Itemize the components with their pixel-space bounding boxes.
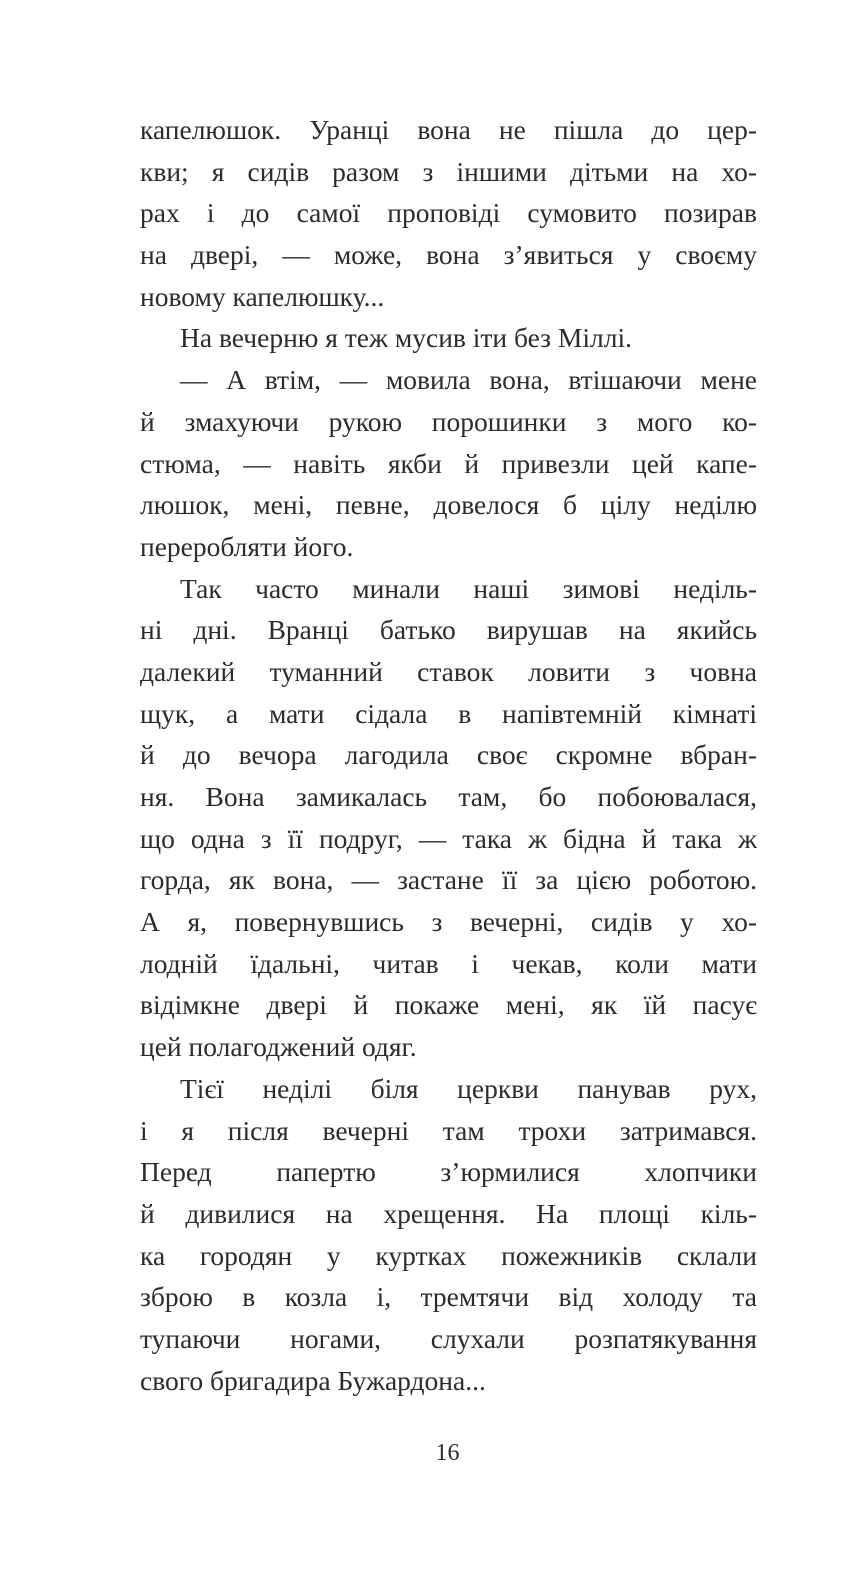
text-line: рах і до самої проповіді сумовито позирав <box>140 197 757 229</box>
text-line: відімкне двері й покаже мені, як їй пасує <box>140 989 757 1021</box>
paragraph <box>140 317 757 359</box>
text-line: й дивилися на хрещення. На площі кіль- <box>140 1197 757 1229</box>
text-line: — А втім, — мовила вона, втішаючи мене <box>180 364 757 396</box>
paragraph <box>140 109 757 317</box>
text-line: лодній їдальні, читав і чекав, коли мати <box>140 947 757 979</box>
page-body-text <box>140 109 757 1401</box>
text-line: цей полагоджений одяг. <box>140 1031 417 1063</box>
text-line: новому капелюшку... <box>140 280 385 312</box>
text-line: А я, повернувшись з вечерні, сидів у хо- <box>140 906 757 938</box>
text-line: щук, а мати сідала в напівтемній кімнаті <box>140 697 757 729</box>
text-line: Тієї неділі біля церкви панував рух, <box>180 1072 757 1104</box>
paragraph <box>140 568 757 1068</box>
text-line: люшок, мені, певне, довелося б цілу неділю <box>140 489 757 521</box>
text-line: далекий туманний ставок ловити з човна <box>140 655 757 687</box>
text-line: ка городян у куртках пожежників склали <box>140 1239 757 1271</box>
text-line: стюма, — навіть якби й привезли цей капе- <box>140 447 757 479</box>
text-line: На вечерню я теж мусив іти без Міллі. <box>180 322 632 354</box>
text-line: тупаючи ногами, слухали розпатякування <box>140 1322 757 1354</box>
text-line: що одна з її подруг, — така ж бідна й така ж <box>140 822 757 854</box>
text-line: капелюшок. Уранці вона не пішла до цер- <box>140 114 757 145</box>
text-line: і я після вечерні там трохи затримався. <box>140 1114 757 1146</box>
text-line: кви; я сидів разом з іншими дітьми на хо- <box>140 155 757 187</box>
text-line: зброю в козла і, тремтячи від холоду та <box>140 1281 757 1313</box>
page-number: 16 <box>435 1440 460 1466</box>
text-line: на двері, — може, вона з’явиться у своєму <box>140 239 757 271</box>
text-line: ні дні. Вранці батько вирушав на якийсь <box>140 614 757 646</box>
text-line: Перед папертю з’юрмилися хлопчики <box>140 1156 757 1188</box>
text-line: Так часто минали наші зимові неділь- <box>180 572 757 604</box>
text-line: й змахуючи рукою порошинки з мого ко- <box>140 405 757 437</box>
paragraph <box>140 1068 757 1402</box>
text-line: переробляти його. <box>140 530 354 562</box>
text-line: й до вечора лагодила своє скромне вбран- <box>140 739 757 771</box>
text-line: ня. Вона замикалась там, бо побоювалася, <box>140 781 757 812</box>
text-line: горда, як вона, — застане її за цією роботою. <box>140 864 757 896</box>
text-line: свого бригадира Бужардона... <box>140 1364 486 1396</box>
paragraph <box>140 359 757 567</box>
